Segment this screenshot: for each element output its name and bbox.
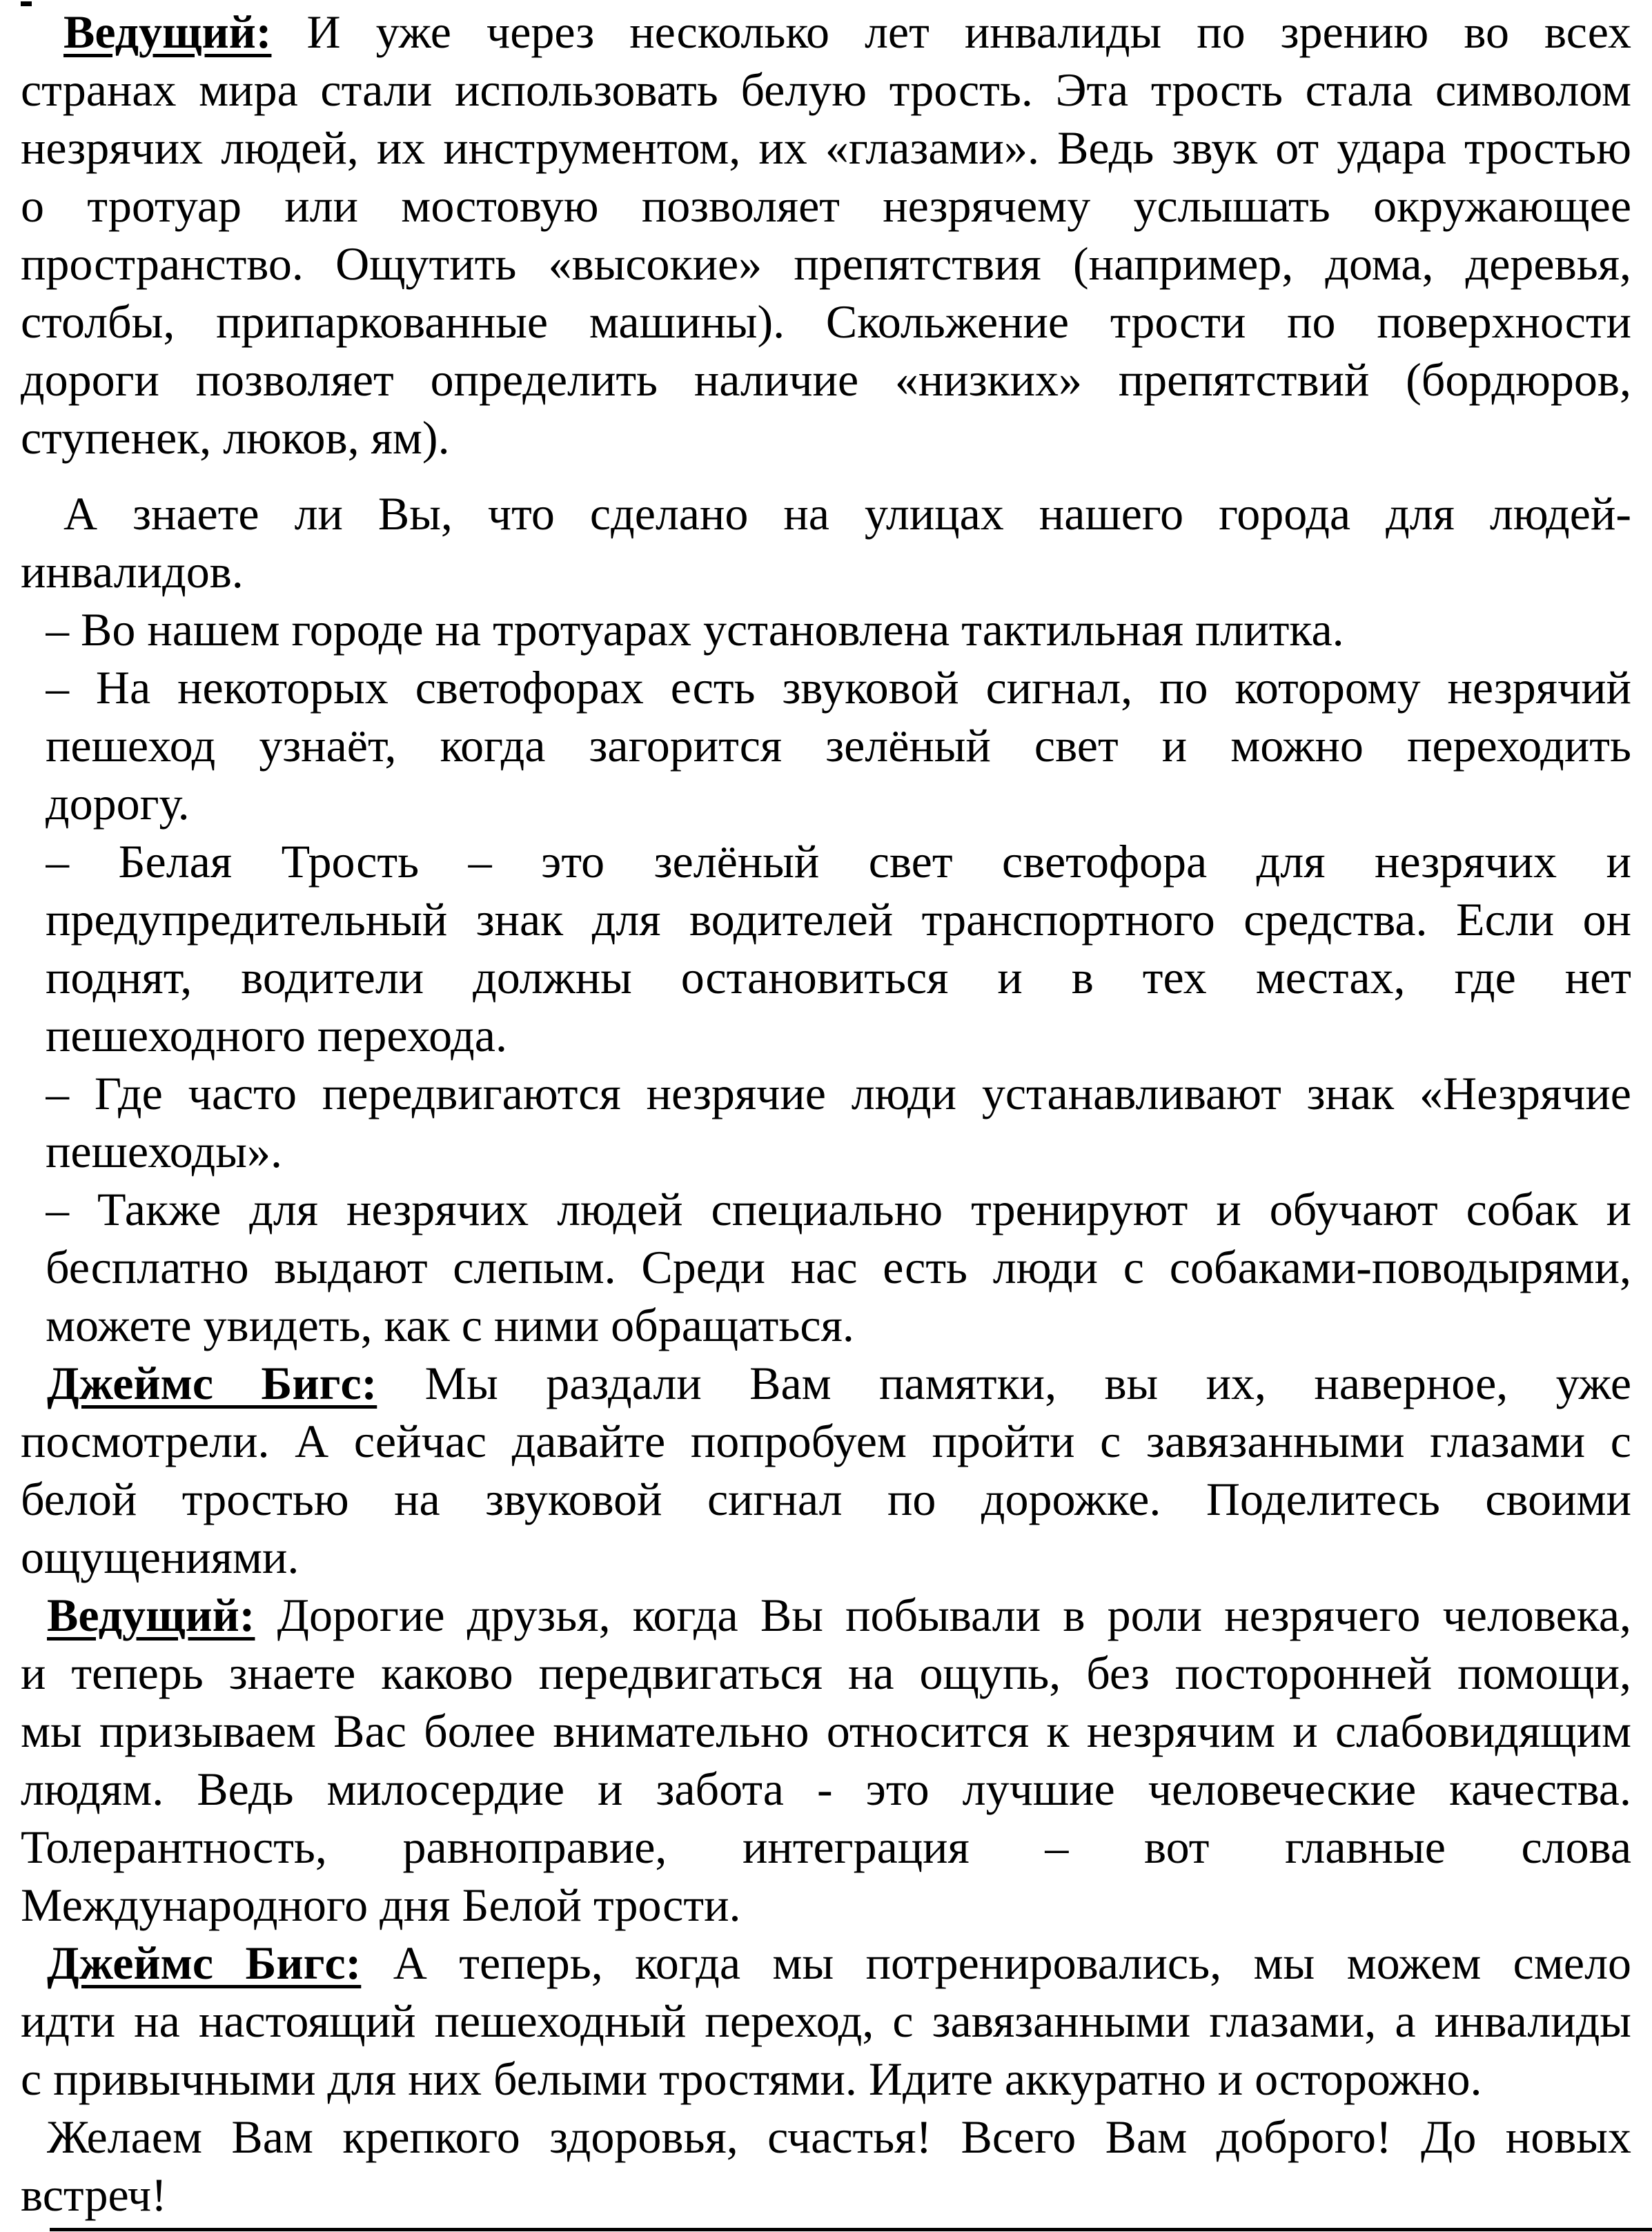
- text-line: ступенек, люков, ям).: [21, 411, 450, 464]
- document-content: [21, 3, 1631, 2224]
- text-line: предупредительный знак для водителей транспортного средства. Если он: [46, 893, 1631, 946]
- text-line: дороги позволяет определить наличие «низких» препятствий (бордюров,: [21, 353, 1631, 406]
- page-bottom-rule: [50, 2228, 1652, 2231]
- text-line: дорогу.: [46, 777, 190, 830]
- paragraph-james-biggs-crossing: [21, 1934, 1631, 2108]
- line-text: Мы раздали Вам памятки, вы их, наверное, уже: [424, 1357, 1631, 1409]
- list-city-accessibility: [46, 600, 1631, 1354]
- line-text: Дорогие друзья, когда Вы побывали в роли незрячего человека,: [277, 1589, 1631, 1641]
- text-line: столбы, припаркованные машины). Скольжение трости по поверхности: [21, 295, 1631, 348]
- speaker-name: Ведущий:: [47, 1589, 255, 1641]
- text-line: поднят, водители должны остановиться и в тех местах, где нет: [46, 951, 1631, 1004]
- paragraph-city-question: [21, 484, 1631, 600]
- text-line: идти на настоящий пешеходный переход, с завязанными глазами, а инвалиды: [21, 1995, 1631, 2047]
- text-line: [21, 1354, 1631, 1412]
- text-line: – На некоторых светофорах есть звуковой сигнал, по которому незрячий: [46, 661, 1631, 714]
- text-line: можете увидеть, как с ними обращаться.: [46, 1299, 854, 1351]
- speaker-name: Джеймс Бигс:: [47, 1357, 377, 1409]
- text-line: посмотрели. А сейчас давайте попробуем пройти с завязанными глазами с: [21, 1415, 1631, 1467]
- paragraph-host-white-cane: [21, 3, 1631, 467]
- text-line: и теперь знаете каково передвигаться на ощупь, без посторонней помощи,: [21, 1647, 1631, 1699]
- text-line: пешеходы».: [46, 1125, 282, 1177]
- text-line: [21, 1934, 1631, 1992]
- paragraph-farewell: [21, 2108, 1631, 2224]
- text-line: инвалидов.: [21, 545, 244, 598]
- line-text: И уже через несколько лет инвалиды по зрению во всех: [306, 6, 1631, 58]
- paragraph-host-dear-friends: [21, 1586, 1631, 1934]
- text-line: пространство. Ощутить «высокие» препятствия (например, дома, деревья,: [21, 237, 1631, 290]
- text-line: Толерантность, равноправие, интеграция – вот главные слова: [21, 1821, 1631, 1873]
- text-line: мы призываем Вас более внимательно относится к незрячим и слабовидящим: [21, 1705, 1631, 1757]
- text-line: – Во нашем городе на тротуарах установлена тактильная плитка.: [46, 603, 1344, 656]
- text-line: о тротуар или мостовую позволяет незрячему услышать окружающее: [21, 179, 1631, 232]
- text-line: бесплатно выдают слепым. Среди нас есть люди с собаками-поводырями,: [46, 1241, 1631, 1293]
- text-line: Международного дня Белой трости.: [21, 1879, 741, 1931]
- text-line: встреч!: [21, 2169, 167, 2221]
- text-line: людям. Ведь милосердие и забота - это лучшие человеческие качества.: [21, 1763, 1631, 1815]
- text-line: белой тростью на звуковой сигнал по дорожке. Поделитесь своими: [21, 1473, 1631, 1525]
- text-line: – Также для незрячих людей специально тренируют и обучают собак и: [46, 1183, 1631, 1235]
- speaker-name: Джеймс Бигс:: [47, 1937, 362, 1989]
- text-line: пешеход узнаёт, когда загорится зелёный свет и можно переходить: [46, 719, 1631, 772]
- text-line: – Где часто передвигаются незрячие люди устанавливают знак «Незрячие: [46, 1067, 1631, 1119]
- line-text: А теперь, когда мы потренировались, мы можем смело: [393, 1937, 1631, 1989]
- text-line: – Белая Трость – это зелёный свет светофора для незрячих и: [46, 835, 1631, 888]
- text-line: незрячих людей, их инструментом, их «глазами». Ведь звук от удара тростью: [21, 121, 1631, 174]
- speaker-name: Ведущий:: [63, 6, 272, 58]
- text-line: Желаем Вам крепкого здоровья, счастья! Всего Вам доброго! До новых: [47, 2111, 1631, 2163]
- text-line: пешеходного перехода.: [46, 1009, 507, 1061]
- text-line: странах мира стали использовать белую трость. Эта трость стала символом: [21, 63, 1631, 116]
- text-line: А знаете ли Вы, что сделано на улицах нашего города для людей-: [63, 487, 1631, 540]
- text-line: [21, 3, 1631, 61]
- text-line: с привычными для них белыми тростями. Идите аккуратно и осторожно.: [21, 2053, 1482, 2105]
- text-line: ощущениями.: [21, 1531, 299, 1583]
- text-line: [21, 1586, 1631, 1644]
- paragraph-james-biggs-memos: [21, 1354, 1631, 1586]
